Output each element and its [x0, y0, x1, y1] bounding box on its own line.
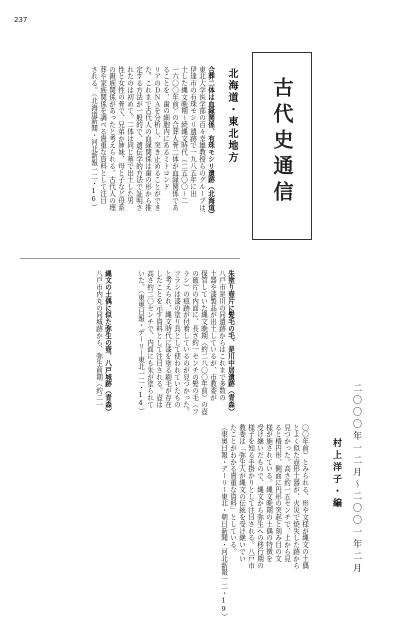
author-credit: 村上洋子・編 [331, 438, 341, 510]
article-1-line: 伊達市の有珠モシリ遺跡で一九八五年に出 [188, 66, 197, 198]
article-3-line: 様が施されている。縄文晩期の土偶の特徴を [264, 424, 273, 562]
article-2-line: 高さ約二〇センチで、内面にも朱が塗られて [145, 270, 154, 408]
journal-title-box [252, 52, 312, 240]
article-2-line: フラシは漆の塗り具として使われていたもの [172, 270, 181, 408]
article-3-line: たことがわかる貴重な資料」としている。 [228, 424, 237, 556]
article-1-line: ることを、歯の細胞内にあるミトコンド [161, 66, 170, 191]
issue-date: 二〇〇〇年一二月〜二〇〇一年二月 [351, 383, 361, 575]
article-3-headline: 縄文の土偶に似た弥生の壺、八戸城跡（青森） [103, 270, 112, 415]
article-2-line: ラシ）の痕跡が付着しているのが見つかった。 [181, 270, 190, 415]
article-3-line: ると楕円形、側面に円形の突起と刻み目の文 [273, 424, 282, 562]
article-1-line: される。（北海道新聞・河北新報一二・16） [89, 66, 98, 211]
article-2-line: 八戸市是川の同遺跡からはこれまで多数の [217, 270, 226, 402]
article-1-headline: 合葬二体は血縁関係、有珠モシリ遺跡（北海道） [206, 66, 215, 218]
article-1-line: 性と女性の骨で、兄弟か姉妹、母と子など母系 [116, 66, 125, 211]
article-1-line: た。これまで古代人の血縁関係は歯の形から推 [143, 66, 152, 211]
article-1-line: 一六〇〇年前）の合葬人骨二体が血縁関係であ [170, 66, 179, 211]
article-2-line: したことを示す資料として注目される。壺は [154, 270, 163, 408]
article-1-line: 定する方法が一般的で、遺伝学的方法で証明さ [134, 66, 143, 211]
article-1-line: れたのは初めて。二体は同じ墓で出土した男 [125, 66, 134, 204]
region-heading: 北海道・東北地方 [226, 68, 237, 164]
article-3-line: 教委は「弥生人が縄文の伝統を受け継いでい [237, 424, 246, 562]
article-3-line: 見つかった。高さ約一五センチで、上から見 [282, 424, 291, 562]
article-1-line: の親族関係があったと考えられる。古代人の埋 [107, 66, 116, 211]
article-3-line: （東奥日報・デーリー東北・朝日新聞・河北新報一二・19） [219, 424, 228, 620]
article-3-line: 〇〇年前）とみられる、形や文様が縄文の土偶 [300, 424, 309, 569]
column-divider [20, 258, 240, 259]
article-3-line: 様子を知る手掛かりとして注目される。八戸市 [246, 424, 255, 569]
article-3-line: とよく似た壺形土器が、火災で焼失した跡から [291, 424, 300, 569]
article-2-line: と考えられ、縄文時代に漆を塗る刷毛が存在 [163, 270, 172, 408]
article-2-line: 保管していた縄文晩期（約二八〇〇年前）の壺 [199, 270, 208, 415]
article-1-line: リアのＤＮＡを分析し、突き止めることができ [152, 66, 161, 211]
page-number: 237 [14, 16, 28, 24]
article-3-line: 受け継いだもので、縄文から弥生への移行期の [255, 424, 264, 569]
article-1-line: 東北大学医学部の百々幸雄教授らのグループは、 [197, 66, 206, 218]
article-2-line: 土器や漆製品が出土しているが、市教委が [208, 270, 217, 402]
article-2-line: の破片の内面に、長さ約一センチの髪の毛（フ [190, 270, 199, 415]
journal-title: 古代史通信 [270, 77, 294, 207]
article-1-line: 土した縄文晩期〜続縄文時代（二五〇〇〜二 [179, 66, 188, 204]
article-3-line: 八戸市内丸の同城跡から、弥生前期（約二一 [94, 270, 103, 408]
article-2-line: いた。（東奥日報・デーリー東北一二・14） [136, 270, 145, 415]
article-1-line: 葬や家族関係を調べる貴重な資料として注目 [98, 66, 107, 204]
article-2-headline: 朱塗り壺片に髪毛の毛、是川中居遺跡（青森） [226, 270, 235, 415]
